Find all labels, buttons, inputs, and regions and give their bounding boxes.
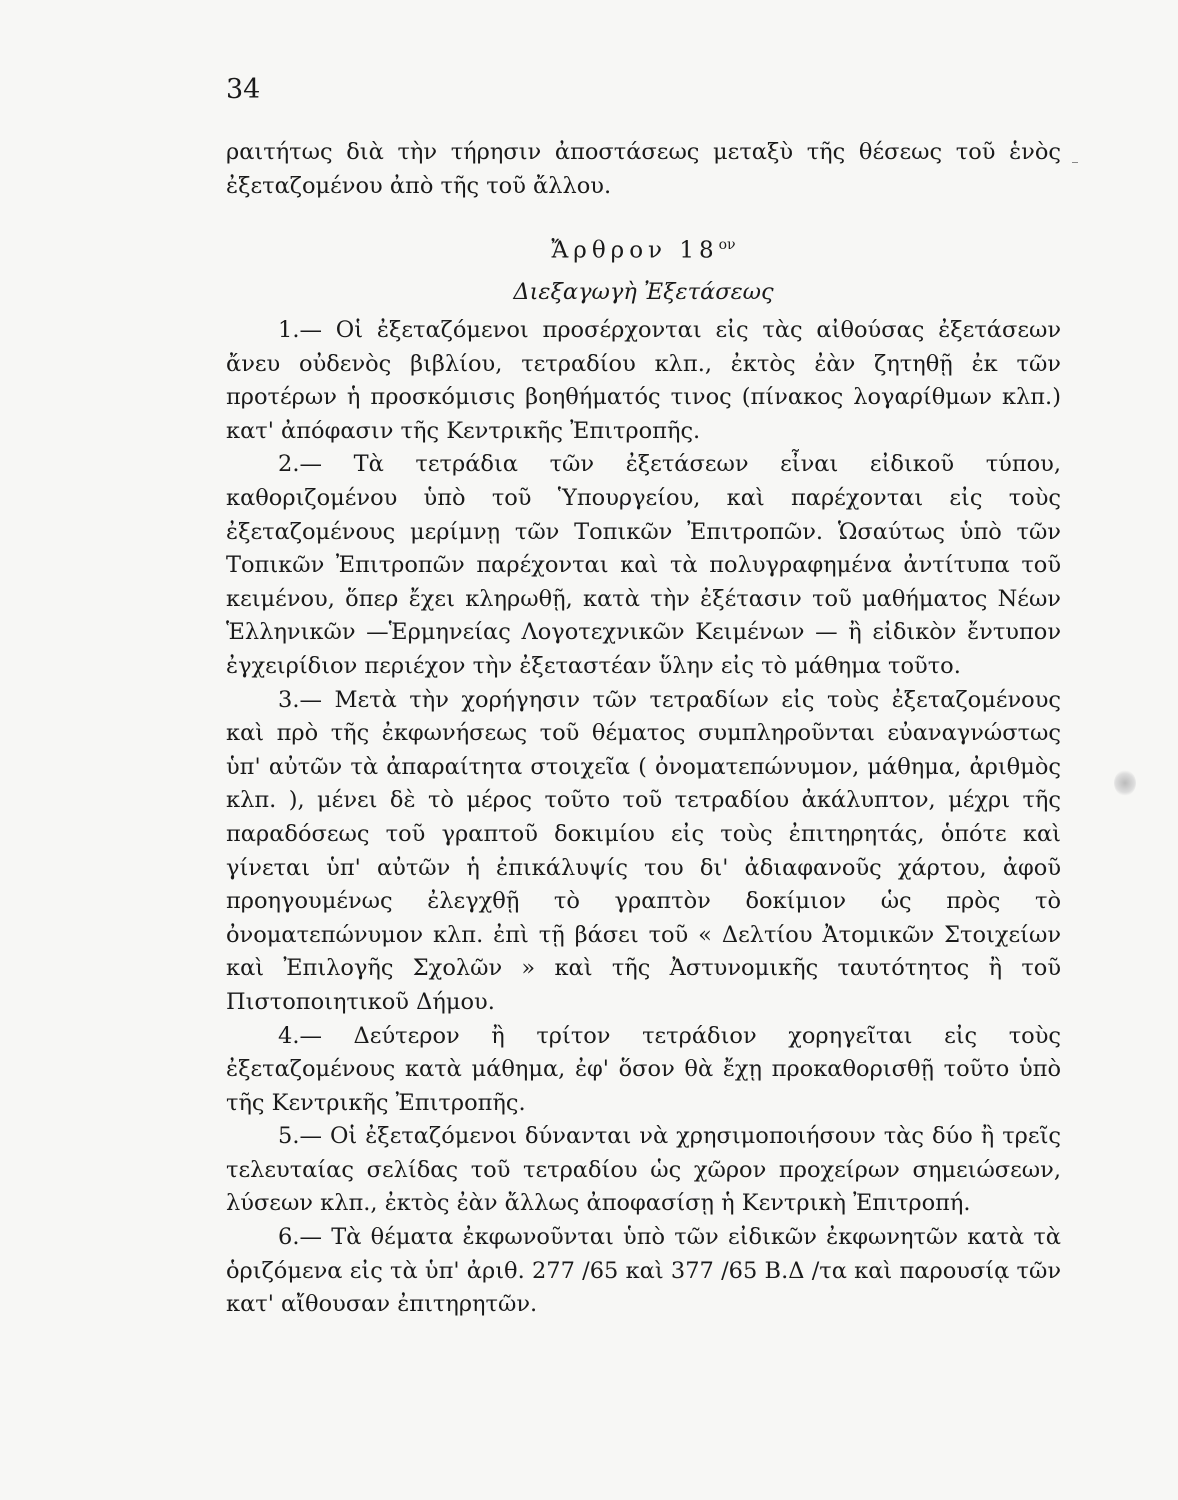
article-heading-text: Ἄρθρον 18 <box>551 237 719 264</box>
paragraph-2: 2.— Τὰ τετράδια τῶν ἐξετάσεων εἶναι εἰδικοῦ τύπου, καθοριζομένου ὑπὸ τοῦ Ὑπουργείου, καὶ παρέχονται εἰς τοὺς ἐξεταζομένους μερίμνῃ τῶν Τοπικῶν Ἐπιτροπῶν. Ὡσαύτως ὑπὸ τῶν Τοπικῶν Ἐπιτροπῶν παρέχονται καὶ τὰ πολυγραφημένα ἀντίτυπα τοῦ κειμένου, ὅπερ ἔχει κληρωθῇ, κατὰ τὴν ἐξέτασιν τοῦ μαθήματος Νέων Ἑλληνικῶν —Ἑρμηνείας Λογοτεχνικῶν Κειμένων — ἢ εἰδικὸν ἔντυπον ἐγχειρίδιον περιέχον τὴν ἐξεταστέαν ὕλην εἰς τὸ μάθημα τοῦτο. <box>226 451 1061 679</box>
intro-paragraph: ραιτήτως διὰ τὴν τήρησιν ἀποστάσεως μεταξὺ τῆς θέσεως τοῦ ἑνὸς ἐξεταζομένου ἀπὸ τῆς τοῦ ἄλλου. <box>226 139 1061 199</box>
page-number: 34 <box>226 74 261 105</box>
paragraph-4: 4.— Δεύτερον ἢ τρίτον τετράδιον χορηγεῖται εἰς τοὺς ἐξεταζομένους κατὰ μάθημα, ἐφ' ὅσον θὰ ἔχῃ προκαθορισθῇ τοῦτο ὑπὸ τῆς Κεντρικῆς Ἐπιτροπῆς. <box>226 1022 1061 1116</box>
ink-smudge <box>1114 770 1136 796</box>
paragraph-5: 5.— Οἱ ἐξεταζόμενοι δύνανται νὰ χρησιμοποιήσουν τὰς δύο ἢ τρεῖς τελευταίας σελίδας τοῦ τετραδίου ὡς χῶρον προχείρων σημειώσεων, λύσεων κλπ., ἐκτὸς ἐὰν ἄλλως ἀποφασίσῃ ἡ Κεντρικὴ Ἐπιτροπή. <box>226 1123 1061 1217</box>
document-body <box>226 136 1061 1322</box>
article-subheading: Διεξαγωγὴ Ἐξετάσεως <box>513 279 774 306</box>
paragraph-3: 3.— Μετὰ τὴν χορήγησιν τῶν τετραδίων εἰς τοὺς ἐξεταζομένους καὶ πρὸ τῆς ἐκφωνήσεως τοῦ θέματος συμπληροῦνται εὐαναγνώστως ὑπ' αὐτῶν τὰ ἀπαραίτητα στοιχεῖα ( ὀνοματεπώνυμον, μάθημα, ἀριθμὸς κλπ. ), μένει δὲ τὸ μέρος τοῦτο τοῦ τετραδίου ἀκάλυπτον, μέχρι τῆς παραδόσεως τοῦ γραπτοῦ δοκιμίου εἰς τοὺς ἐπιτηρητάς, ὁπότε καὶ γίνεται ὑπ' αὐτῶν ἡ ἐπικάλυψίς του δι' ἀδιαφανοῦς χάρτου, ἀφοῦ προηγουμένως ἐλεγχθῇ τὸ γραπτὸν δοκίμιον ὡς πρὸς τὸ ὀνοματεπώνυμον κλπ. ἐπὶ τῇ βάσει τοῦ « Δελτίου Ἀτομικῶν Στοιχείων καὶ Ἐπιλογῆς Σχολῶν » καὶ τῆς Ἀστυνομικῆς ταυτότητος ἢ τοῦ Πιστοποιητικοῦ Δήμου. <box>226 686 1061 1015</box>
paragraph-1: 1.— Οἱ ἐξεταζόμενοι προσέρχονται εἰς τὰς αἰθούσας ἐξετάσεων ἄνευ οὐδενὸς βιβλίου, τετραδίου κλπ., ἐκτὸς ἐὰν ζητηθῇ ἐκ τῶν προτέρων ἡ προσκόμισις βοηθήματός τινος (πίνακος λογαρίθμων κλπ.) κατ' ἀπόφασιν τῆς Κεντρικῆς Ἐπιτροπῆς. <box>226 317 1061 444</box>
margin-mark <box>1072 162 1078 163</box>
article-heading <box>226 203 1061 268</box>
article-heading-sup: ον <box>718 237 736 254</box>
paragraph-6: 6.— Τὰ θέματα ἐκφωνοῦνται ὑπὸ τῶν εἰδικῶν ἐκφωνητῶν κατὰ τὰ ὁριζόμενα εἰς τὰ ὑπ' ἀριθ. 277 /65 καὶ 377 /65 Β.Δ /τα καὶ παρουσίᾳ τῶν κατ' αἴθουσαν ἐπιτηρητῶν. <box>226 1224 1061 1318</box>
